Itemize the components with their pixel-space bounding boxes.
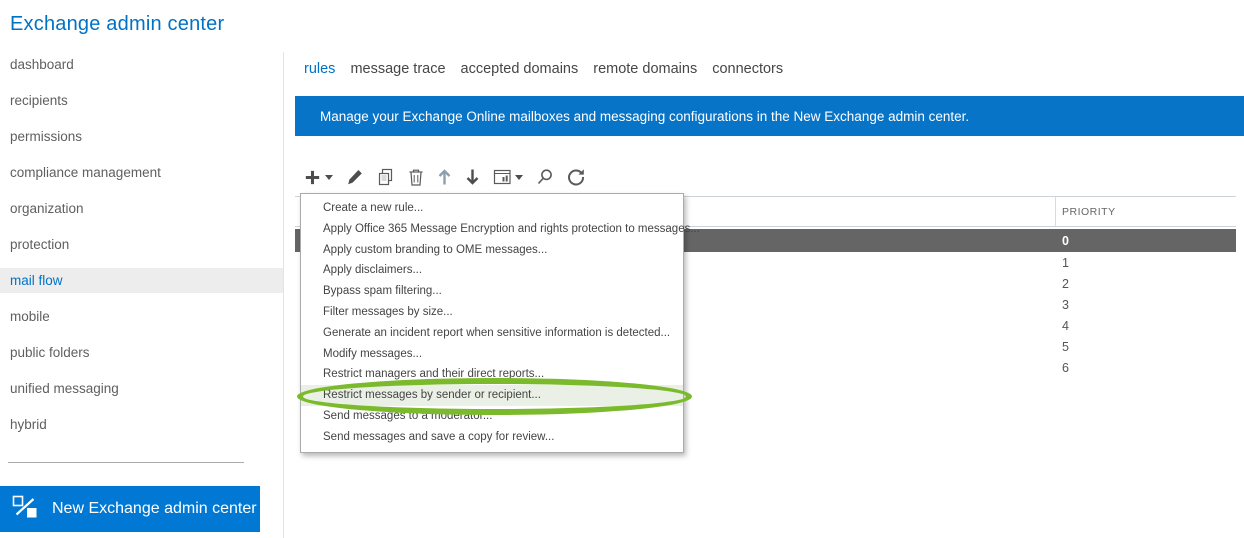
tab-remote-domains[interactable]: remote domains xyxy=(593,61,698,77)
priority-value: 4 xyxy=(1062,318,1069,333)
sidebar-item-unified-messaging[interactable]: unified messaging xyxy=(10,381,119,396)
sidebar-item-organization[interactable]: organization xyxy=(10,201,84,216)
copy-rule-button[interactable] xyxy=(374,166,398,188)
tab-rules[interactable]: rules xyxy=(304,61,336,77)
sidebar-item-public-folders[interactable]: public folders xyxy=(10,345,90,360)
arrow-up-icon xyxy=(437,168,452,186)
plus-icon xyxy=(303,168,322,187)
sidebar-divider xyxy=(8,462,244,463)
menu-item-apply-disclaimers[interactable]: Apply disclaimers... xyxy=(323,264,423,277)
menu-item-apply-custom-branding[interactable]: Apply custom branding to OME messages... xyxy=(323,243,548,256)
menu-item-modify-messages[interactable]: Modify messages... xyxy=(323,347,423,360)
mail-flow-tabs xyxy=(304,61,783,77)
rules-toolbar xyxy=(300,161,588,193)
edit-rule-button[interactable] xyxy=(343,166,367,188)
sidebar-item-dashboard[interactable]: dashboard xyxy=(10,57,74,72)
priority-value: 2 xyxy=(1062,276,1069,291)
menu-item-apply-ome-encryption[interactable]: Apply Office 365 Message Encryption and rights protection to messages... xyxy=(323,222,700,235)
priority-value: 6 xyxy=(1062,360,1069,375)
menu-item-generate-incident-report[interactable]: Generate an incident report when sensitive information is detected... xyxy=(323,326,671,339)
new-exchange-admin-center-button[interactable] xyxy=(0,486,260,532)
refresh-icon xyxy=(567,168,585,186)
column-separator xyxy=(1055,197,1056,226)
banner-text: Manage your Exchange Online mailboxes and messaging configurations in the New Exchange admin center. xyxy=(320,108,970,124)
menu-item-bypass-spam-filtering[interactable]: Bypass spam filtering... xyxy=(323,285,442,298)
tab-message-trace[interactable]: message trace xyxy=(350,61,446,77)
search-icon xyxy=(536,168,554,186)
menu-item-send-and-save-copy[interactable]: Send messages and save a copy for review... xyxy=(323,430,555,443)
sidebar-item-protection[interactable]: protection xyxy=(10,237,70,252)
add-rule-button[interactable] xyxy=(300,166,336,189)
refresh-button[interactable] xyxy=(564,166,588,188)
menu-item-send-to-moderator[interactable]: Send messages to a moderator... xyxy=(323,409,493,422)
pencil-icon xyxy=(346,168,364,186)
priority-column-header: PRIORITY xyxy=(1062,206,1116,218)
priority-value: 3 xyxy=(1062,297,1069,312)
sidebar-item-hybrid[interactable]: hybrid xyxy=(10,417,47,432)
page-title: Exchange admin center xyxy=(10,13,225,35)
menu-item-restrict-messages-by-sender-or-recipient[interactable]: Restrict messages by sender or recipient... xyxy=(301,385,683,406)
chevron-down-icon xyxy=(325,175,333,180)
sidebar-item-mail-flow[interactable]: mail flow xyxy=(0,268,283,293)
copy-icon xyxy=(377,168,395,186)
sidebar-item-mobile[interactable]: mobile xyxy=(10,309,50,324)
search-button[interactable] xyxy=(533,166,557,188)
move-down-button[interactable] xyxy=(462,166,483,188)
sidebar-content-divider xyxy=(283,52,284,538)
new-admin-center-banner xyxy=(295,96,1244,136)
chevron-down-icon xyxy=(515,175,523,180)
report-button[interactable] xyxy=(490,166,526,188)
menu-item-create-new-rule[interactable]: Create a new rule... xyxy=(323,202,424,214)
arrow-down-icon xyxy=(465,168,480,186)
sidebar xyxy=(0,52,283,448)
tab-accepted-domains[interactable]: accepted domains xyxy=(460,61,579,77)
tab-connectors[interactable]: connectors xyxy=(712,61,784,77)
priority-value: 1 xyxy=(1062,255,1069,270)
menu-item-restrict-managers[interactable]: Restrict managers and their direct reports... xyxy=(323,368,545,381)
trash-icon xyxy=(408,168,424,186)
move-up-button[interactable] xyxy=(434,166,455,188)
exchange-logo-icon xyxy=(12,495,38,524)
menu-item-filter-messages-by-size[interactable]: Filter messages by size... xyxy=(323,305,453,318)
new-exchange-admin-center-label: New Exchange admin center xyxy=(52,500,257,517)
sidebar-item-recipients[interactable]: recipients xyxy=(10,93,68,108)
delete-rule-button[interactable] xyxy=(405,166,427,188)
report-icon xyxy=(493,168,512,186)
priority-value: 5 xyxy=(1062,339,1069,354)
priority-value: 0 xyxy=(1062,233,1069,248)
new-rule-dropdown-menu xyxy=(300,193,700,453)
sidebar-item-compliance-management[interactable]: compliance management xyxy=(10,165,161,180)
sidebar-item-permissions[interactable]: permissions xyxy=(10,129,83,144)
